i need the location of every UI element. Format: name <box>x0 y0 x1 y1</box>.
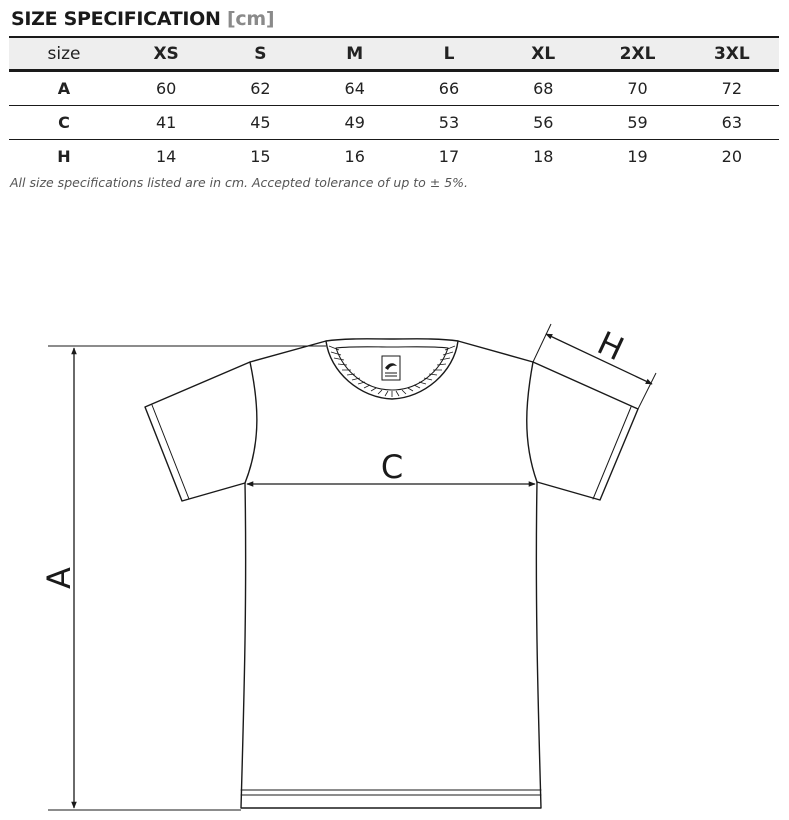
size-column-header: 2XL <box>590 37 684 71</box>
size-column-header: L <box>402 37 496 71</box>
table-cell: 63 <box>685 106 779 140</box>
dimension-a-label: A <box>40 567 78 589</box>
dimension-h-inner-guide <box>533 324 551 362</box>
table-cell: 19 <box>627 147 648 166</box>
table-cell: 18 <box>533 147 554 166</box>
row-label: C <box>9 106 119 140</box>
table-cell: 66 <box>402 71 496 106</box>
corner-label: size <box>9 37 119 71</box>
table-cell: 17 <box>438 147 460 166</box>
row-label: H <box>57 147 71 166</box>
size-column-header: 3XL <box>685 37 779 71</box>
table-cell: 56 <box>496 106 590 140</box>
table-cell: 20 <box>721 147 743 166</box>
neck-label <box>382 356 400 380</box>
title-unit: [cm] <box>226 8 275 30</box>
row-label: A <box>9 71 119 106</box>
table-cell: 41 <box>119 106 213 140</box>
size-column-header: S <box>213 37 307 71</box>
title-text: SIZE SPECIFICATION <box>11 8 221 30</box>
table-cell: 60 <box>119 71 213 106</box>
right-sleeve-hem <box>593 407 631 499</box>
table-cell: 45 <box>213 106 307 140</box>
table-cell: 49 <box>308 106 402 140</box>
size-column-header: M <box>308 37 402 71</box>
table-cell: 72 <box>685 71 779 106</box>
dimension-a <box>48 346 326 810</box>
body-hem <box>241 790 541 795</box>
table-cell: 16 <box>344 147 365 166</box>
dimension-h-label: H <box>591 323 630 369</box>
dimension-c-label: C <box>380 448 404 486</box>
tolerance-note: All size specifications listed are in cm. Accepted tolerance of up to ± 5%. <box>10 175 469 190</box>
tshirt-body-outline <box>241 341 541 808</box>
size-column-header: XL <box>496 37 590 71</box>
left-sleeve <box>145 362 250 501</box>
table-cell: 70 <box>590 71 684 106</box>
right-sleeve <box>533 362 638 500</box>
left-sleeve-hem <box>152 405 189 499</box>
table-cell: 68 <box>496 71 590 106</box>
dimension-h <box>533 324 656 409</box>
size-column-header: XS <box>119 37 213 71</box>
table-cell: 59 <box>590 106 684 140</box>
table-cell: 64 <box>308 71 402 106</box>
table-cell: 53 <box>402 106 496 140</box>
table-cell: 62 <box>213 71 307 106</box>
table-cell: 15 <box>250 147 271 166</box>
table-cell: 14 <box>155 147 177 166</box>
